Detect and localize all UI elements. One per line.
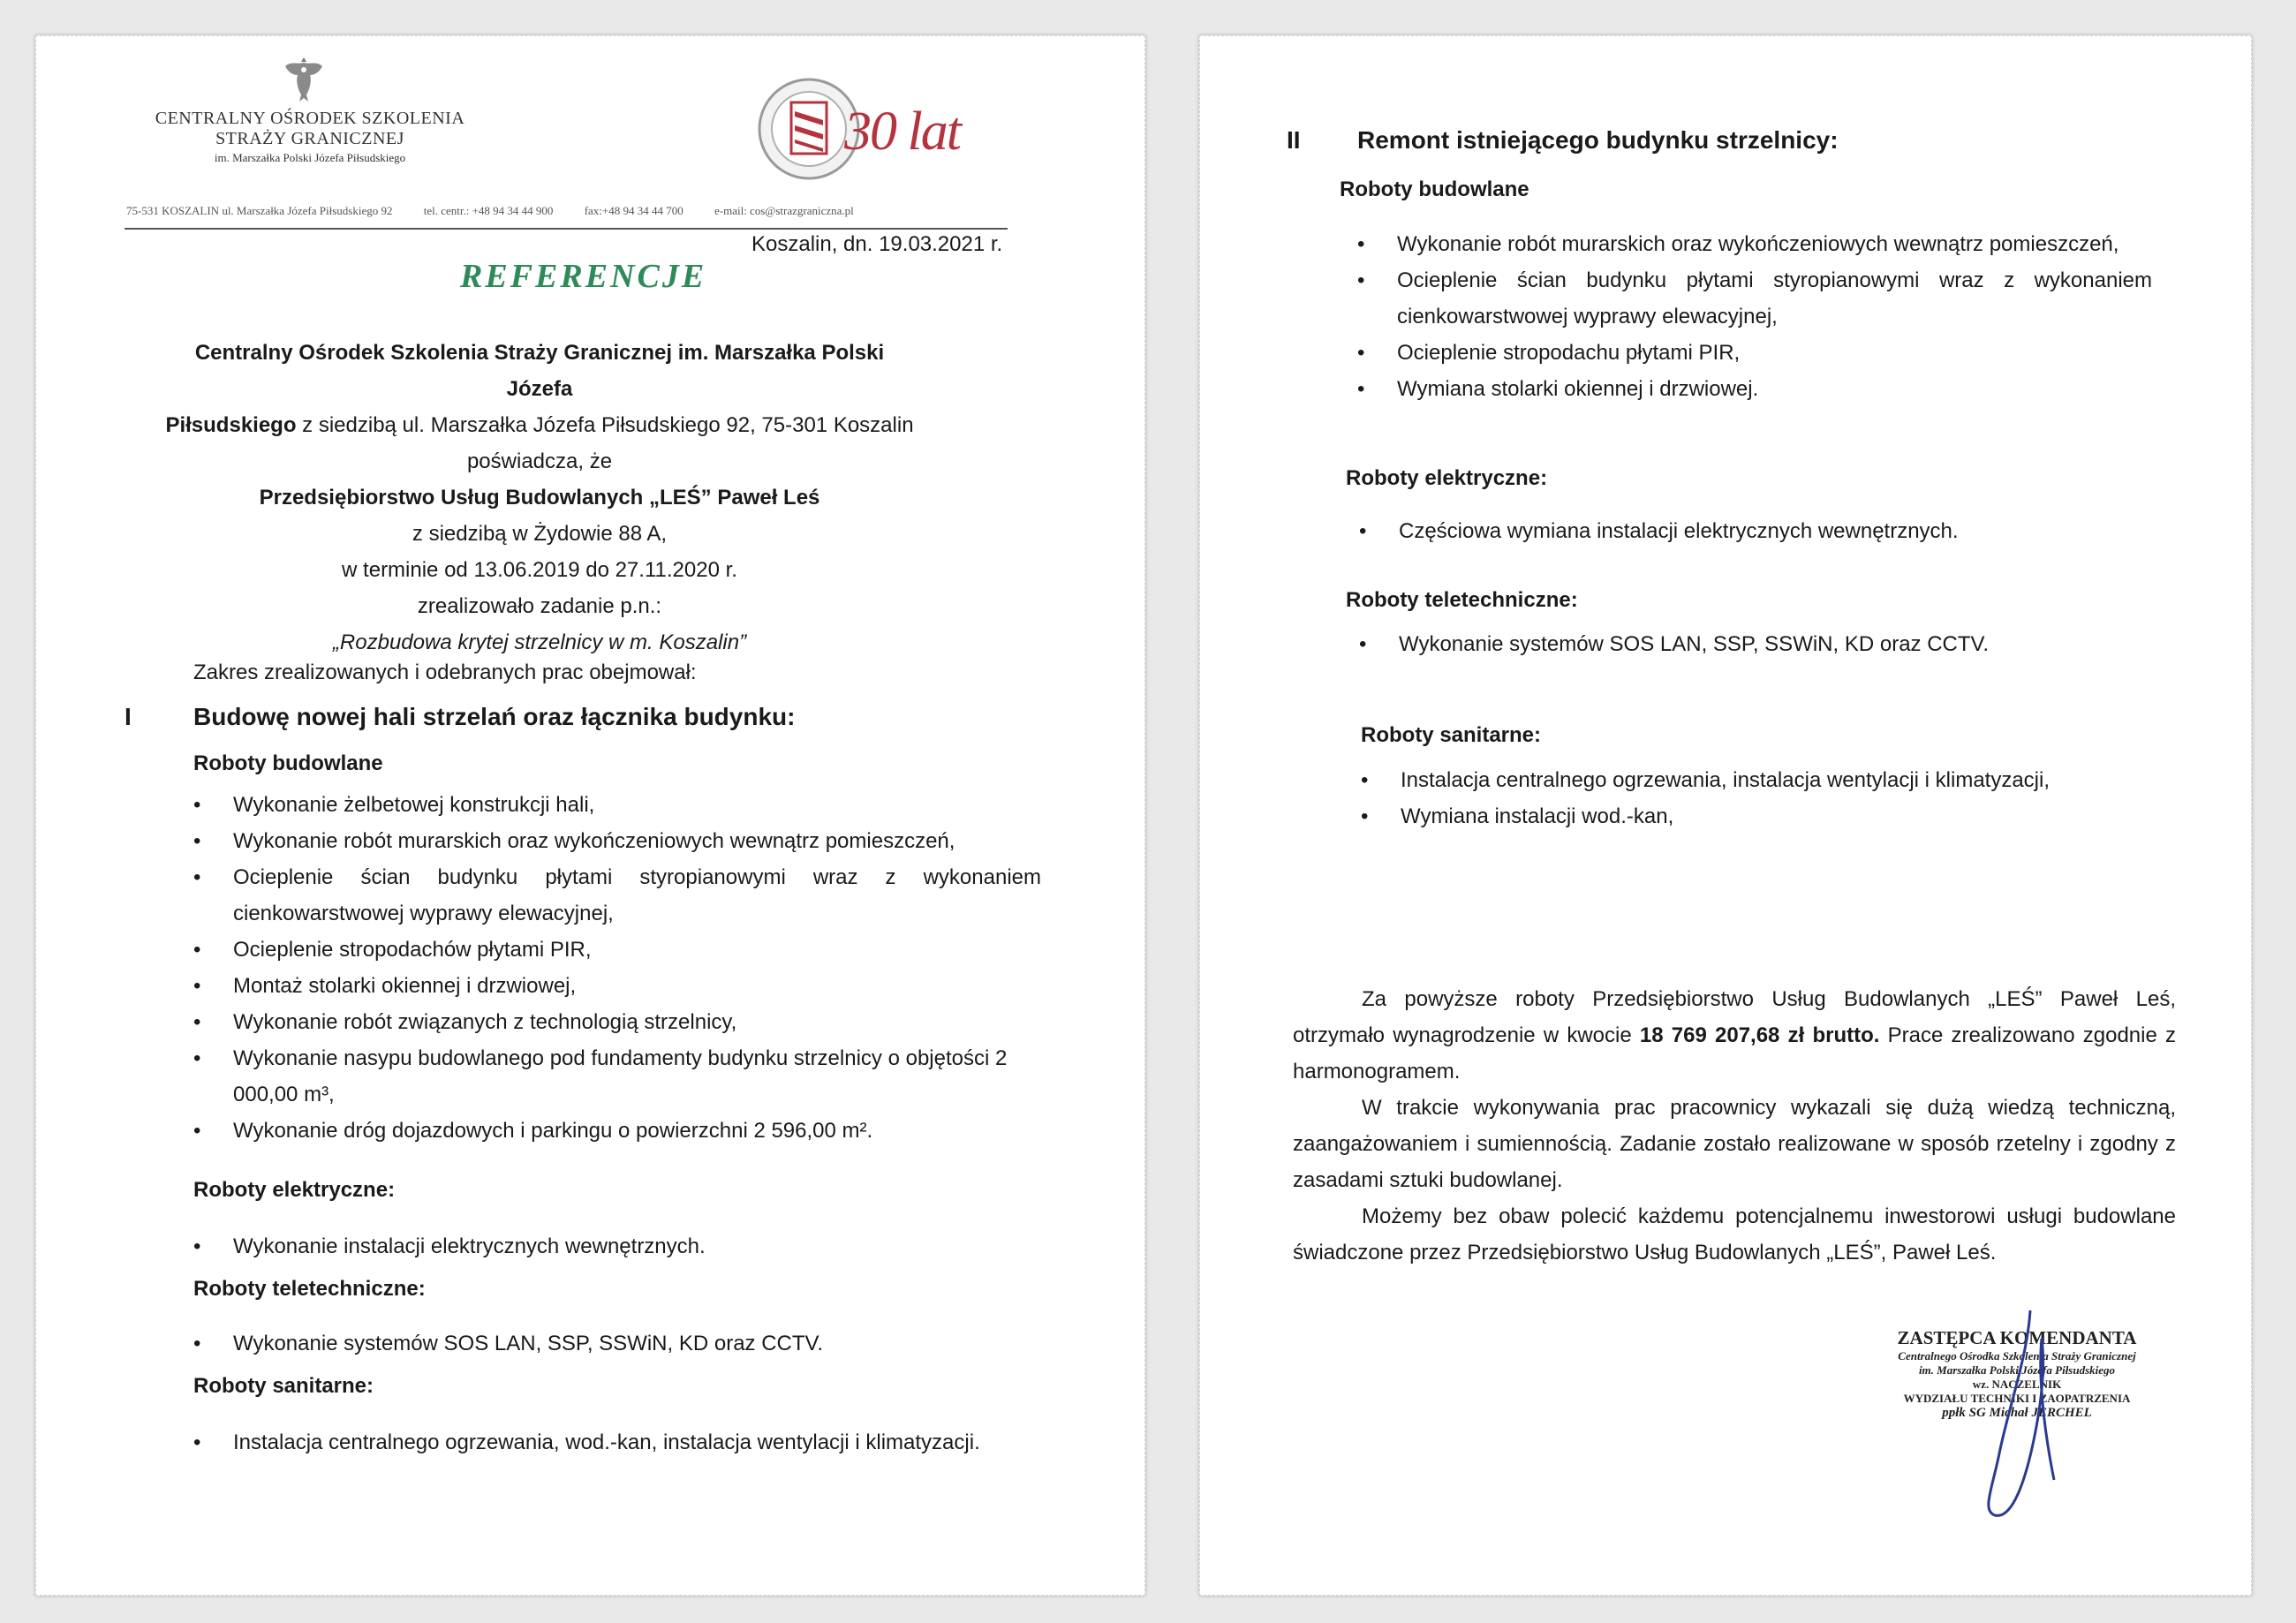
- construction-list: [1357, 226, 2152, 407]
- list-item: • Ocieplenie stropodachów płytami PIR,: [193, 932, 1041, 968]
- org-name-line1: CENTRALNY OŚRODEK SZKOLENIA: [155, 109, 465, 128]
- email-text: e-mail: cos@strazgraniczna.pl: [714, 204, 854, 217]
- document-page-2: [1199, 35, 2252, 1596]
- list-item: • Ocieplenie ścian budynku płytami styropianowymi wraz z wykonaniem cienkowarstwowej wyprawy elewacyjnej,: [1357, 262, 2152, 335]
- electrical-list: [1359, 513, 2154, 549]
- contract-period: w terminie od 13.06.2019 do 27.11.2020 r.: [342, 558, 737, 582]
- telecom-heading: Roboty teletechniczne:: [193, 1277, 426, 1301]
- list-item: • Wykonanie nasypu budowlanego pod fundamenty budynku strzelnicy o objętości 2 000,00 m³,: [193, 1040, 1041, 1113]
- list-item: • Wymiana instalacji wod.-kan,: [1361, 798, 2156, 834]
- list-item: • Wykonanie robót murarskich oraz wykończeniowych wewnątrz pomieszczeń,: [1357, 226, 2152, 262]
- stamp-department: WYDZIAŁU TECHNIKI I ZAOPATRZENIA: [1903, 1392, 2131, 1405]
- section-title: Budowę nowej hali strzelań oraz łącznika budynku:: [193, 703, 796, 730]
- list-item: • Wykonanie żelbetowej konstrukcji hali,: [193, 787, 1041, 823]
- company-name: Przedsiębiorstwo Usług Budowlanych „LEŚ” Paweł Leś: [259, 486, 820, 510]
- telecom-list: [1359, 626, 2154, 662]
- contact-line: [126, 204, 882, 218]
- contract-amount: 18 769 207,68 zł brutto.: [1639, 1023, 1880, 1047]
- section-number: II: [1287, 126, 1301, 154]
- evaluation-paragraph: W trakcie wykonywania prac pracownicy wykazali się dużą wiedzą techniczną, zaangażowaniem i sumiennością. Zadanie zostało realizowane w sposób rzetelny i zgodny z zasadami sztuki budowlanej.: [1293, 1096, 2176, 1192]
- list-item: • Wykonanie robót związanych z technologią strzelnicy,: [193, 1004, 1041, 1040]
- schedule-text: Prace zrealizowano zgodnie z harmonogramem.: [1293, 1023, 2176, 1083]
- remuneration-text: Za powyższe roboty Przedsiębiorstwo Usług Budowlanych „LEŚ” Paweł Leś, otrzymało wynagrodzenie w kwocie: [1293, 987, 2176, 1047]
- list-item: • Instalacja centralnego ogrzewania, instalacja wentylacji i klimatyzacji,: [1361, 762, 2156, 798]
- electrical-list: [193, 1228, 1041, 1264]
- list-item: • Ocieplenie stropodachu płytami PIR,: [1357, 335, 2152, 371]
- list-item: • Wykonanie systemów SOS LAN, SSP, SSWiN, KD oraz CCTV.: [1359, 626, 2154, 662]
- stamp-signatory: ppłk SG Michał JERCHEL: [1942, 1406, 2092, 1420]
- list-item: • Ocieplenie ścian budynku płytami styropianowymi wraz z wykonaniem cienkowarstwowej wyprawy elewacyjnej,: [193, 859, 1041, 932]
- anniversary-text: 30 lat: [844, 102, 960, 162]
- sanitary-heading: Roboty sanitarne:: [1361, 723, 1542, 747]
- stamp-patron: im. Marszałka Polski Józefa Piłsudskiego: [1918, 1363, 2116, 1377]
- stamp-deputy: wz. NACZELNIK: [1972, 1378, 2062, 1391]
- list-item: • Montaż stolarki okiennej i drzwiowej,: [193, 968, 1041, 1004]
- sanitary-list: [1361, 762, 2156, 834]
- remuneration-paragraph: [1293, 981, 2176, 1090]
- list-item: • Wykonanie robót murarskich oraz wykończeniowych wewnątrz pomieszczeń,: [193, 823, 1041, 859]
- document-page-1: [35, 35, 1145, 1596]
- phone-text: tel. centr.: +48 94 34 44 900: [423, 204, 554, 217]
- certifies-text: poświadcza, że: [466, 449, 613, 473]
- org-name-line3: im. Marszałka Polski Józefa Piłsudskiego: [214, 151, 406, 164]
- scope-text: Zakres zrealizowanych i odebranych prac obejmował:: [193, 661, 697, 684]
- list-item: • Częściowa wymiana instalacji elektrycznych wewnętrznych.: [1359, 513, 2154, 549]
- construction-list: [193, 787, 1041, 1149]
- construction-heading: Roboty budowlane: [193, 751, 383, 775]
- sanitary-heading: Roboty sanitarne:: [193, 1374, 374, 1398]
- fax-text: fax:+48 94 34 44 700: [584, 204, 684, 217]
- organization-header: [116, 109, 504, 165]
- recommendation-paragraph: Możemy bez obaw polecić każdemu potencjalnemu inwestorowi usługi budowlane świadczone przez Przedsiębiorstwo Usług Budowlanych „LEŚ”, Paweł Leś.: [1293, 1204, 2176, 1264]
- task-name: „Rozbudowa krytej strzelnicy w m. Koszalin”: [332, 630, 747, 654]
- list-item: • Wykonanie dróg dojazdowych i parkingu o powierzchni 2 596,00 m².: [193, 1113, 1041, 1149]
- handwritten-signature-icon: [1946, 1303, 2105, 1533]
- intro-org-name: Centralny Ośrodek Szkolenia Straży Granicznej im. Marszałka Polski Józefa: [194, 341, 885, 401]
- list-item: • Wymiana stolarki okiennej i drzwiowej.: [1357, 371, 2152, 407]
- section-number: I: [125, 703, 132, 730]
- header-divider: [125, 228, 1008, 230]
- anniversary-logo: [756, 76, 960, 186]
- address-text: 75-531 KOSZALIN ul. Marszałka Józefa Piłsudskiego 92: [126, 204, 393, 217]
- list-item: • Wykonanie instalacji elektrycznych wewnętrznych.: [193, 1228, 1041, 1264]
- stamp-org: Centralnego Ośrodka Szkolenia Straży Granicznej: [1898, 1349, 2136, 1363]
- eagle-emblem-icon: [282, 54, 326, 109]
- org-name-line2: STRAŻY GRANICZNEJ: [215, 129, 404, 148]
- stamp-title: ZASTĘPCA KOMENDANTA: [1897, 1327, 2137, 1348]
- place-date: Koszalin, dn. 19.03.2021 r.: [751, 232, 1003, 256]
- intro-block: [160, 335, 919, 661]
- document-title: REFERENCJE: [460, 258, 707, 295]
- telecom-list: [193, 1325, 1041, 1362]
- list-item: • Wykonanie systemów SOS LAN, SSP, SSWiN, KD oraz CCTV.: [193, 1325, 1041, 1362]
- electrical-heading: Roboty elektryczne:: [193, 1178, 396, 1202]
- sanitary-list: [193, 1424, 1041, 1461]
- section-title: Remont istniejącego budynku strzelnicy:: [1357, 126, 1839, 154]
- intro-address: z siedzibą ul. Marszałka Józefa Piłsudskiego 92, 75-301 Koszalin: [296, 413, 914, 437]
- realized-text: zrealizowało zadanie p.n.:: [417, 594, 662, 618]
- company-seat: z siedzibą w Żydowie 88 A,: [412, 522, 668, 546]
- intro-org-name-end: Piłsudskiego: [165, 413, 297, 437]
- electrical-heading: Roboty elektryczne:: [1346, 466, 1548, 490]
- construction-heading: Roboty budowlane: [1340, 177, 1529, 201]
- telecom-heading: Roboty teletechniczne:: [1346, 588, 1578, 612]
- list-item: • Instalacja centralnego ogrzewania, wod.-kan, instalacja wentylacji i klimatyzacji.: [193, 1424, 1041, 1461]
